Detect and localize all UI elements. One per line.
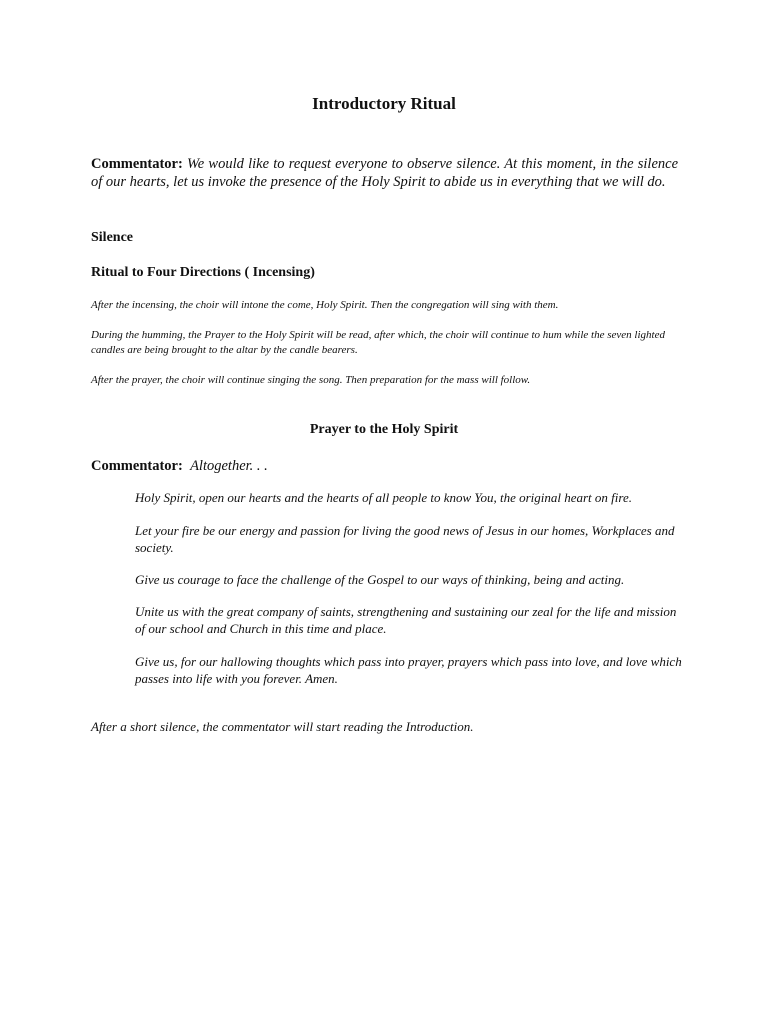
intro-speech: We would like to request everyone to observe silence. At this moment, in the silence of our hearts, let us invoke the presence of the Holy Spirit to abide us in everything that we will do.: [91, 156, 678, 190]
commentator-altogether-line: [91, 457, 268, 475]
rubric-note: During the humming, the Prayer to the Holy Spirit will be read, after which, the choir will continue to hum while the seven lighted candles are being brought to the altar by the candle bearers.: [91, 329, 665, 356]
prayer-title: Prayer to the Holy Spirit: [309, 422, 459, 437]
prayer-line: Let your fire be our energy and passion for living the good news of Jesus in our homes, Workplaces and society.: [135, 523, 675, 555]
speaker-label: Commentator:: [91, 156, 183, 172]
prayer-line: Unite us with the great company of saints, strengthening and sustaining our zeal for the life and mission of our school and Church in this time and place.: [135, 604, 677, 636]
speaker-label: Commentator:: [91, 458, 183, 474]
commentator-intro-paragraph: [91, 155, 678, 191]
rubric-note: After the prayer, the choir will continue singing the song. Then preparation for the mass will follow.: [91, 374, 531, 386]
heading-silence: Silence: [91, 230, 133, 245]
altogether-speech: Altogether. . .: [190, 458, 268, 474]
prayer-line: Give us courage to face the challenge of the Gospel to our ways of thinking, being and acting.: [135, 572, 625, 587]
heading-ritual-four-directions: Ritual to Four Directions ( Incensing): [91, 265, 315, 280]
rubric-note: After the incensing, the choir will intone the come, Holy Spirit. Then the congregation will sing with them.: [91, 299, 559, 311]
prayer-line: Give us, for our hallowing thoughts which pass into prayer, prayers which pass into love, and love which passes into life with you forever. Amen.: [135, 654, 682, 686]
prayer-line: Holy Spirit, open our hearts and the hearts of all people to know You, the original heart on fire.: [135, 490, 632, 505]
closing-rubric: After a short silence, the commentator will start reading the Introduction.: [91, 719, 474, 734]
page-title: Introductory Ritual: [312, 94, 456, 113]
